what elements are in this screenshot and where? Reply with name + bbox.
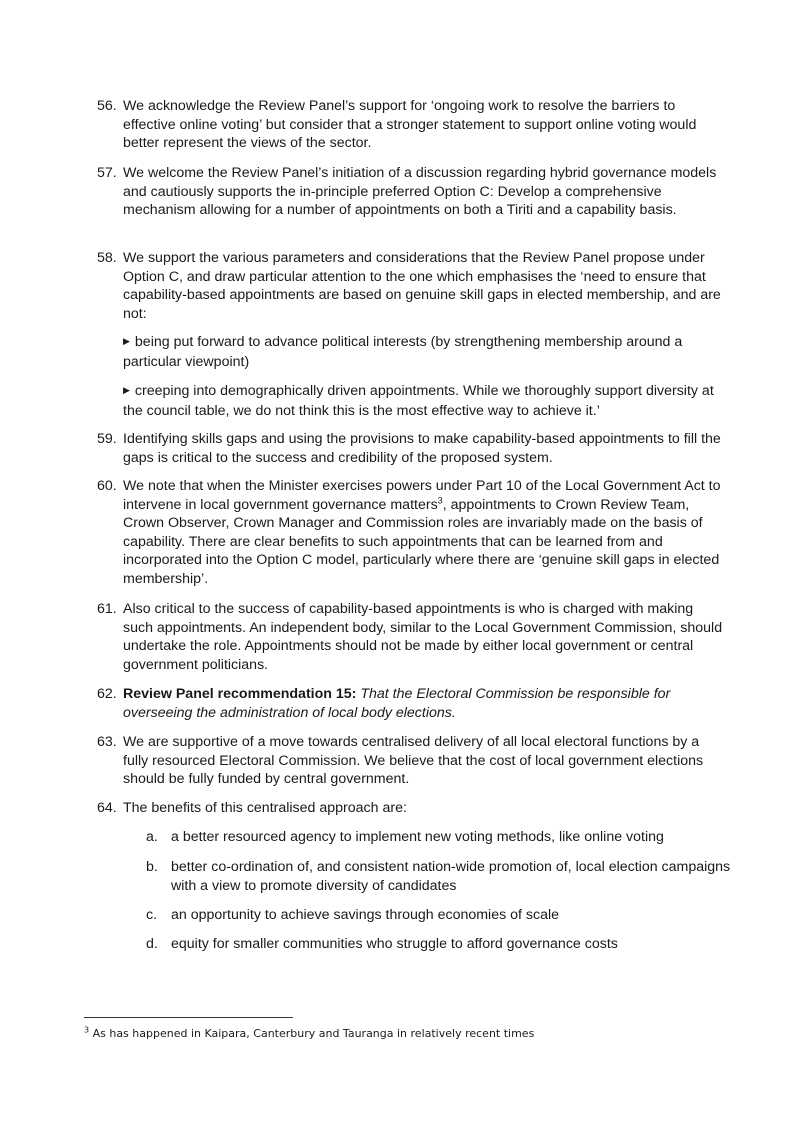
paragraph-text-part: We note that when the Minister exercises powers under Part 10 of the Local Government Act to intervene in local government governance matters — [123, 478, 721, 513]
paragraph-text: The benefits of this centralised approach are: — [123, 800, 407, 816]
footnote-marker: 3 — [84, 1025, 90, 1035]
paragraph-text: We acknowledge the Review Panel’s support for ‘ongoing work to resolve the barriers to effective online voting’ but consider that a stronger statement to support online voting would better represent the views of the sector. — [123, 98, 697, 152]
paragraph-62 — [97, 685, 727, 722]
paragraph-text: We are supportive of a move towards centralised delivery of all local electoral functions by a fully resourced Electoral Commission. We believe that the cost of local government elections should be fully funded by central government. — [123, 734, 704, 788]
bullet-item — [123, 333, 723, 371]
footnote-divider — [84, 1017, 293, 1018]
paragraph-text: Also critical to the success of capability-based appointments is who is charged with making such appointments. An independent body, similar to the Local Government Commission, should undertake the role. Appointments should not be made by either local government or central government politicians. — [123, 601, 723, 673]
paragraph-number: 58. — [97, 250, 117, 266]
list-text: a better resourced agency to implement new voting methods, like online voting — [171, 829, 664, 845]
recommendation-heading: Review Panel recommendation 15: — [123, 686, 357, 702]
bullet-text: creeping into demographically driven appointments. While we thoroughly support diversity at the council table, we do not think this is the most effective way to achieve it.’ — [123, 383, 714, 419]
paragraph-text: Identifying skills gaps and using the provisions to make capability-based appointments to fill the gaps is critical to the success and credibility of the proposed system. — [123, 431, 721, 466]
recommendation-text: That the Electoral Commission be responsible for overseeing the administration of local body elections. — [123, 686, 671, 721]
list-item-d — [146, 935, 736, 954]
list-text: better co-ordination of, and consistent nation-wide promotion of, local election campaigns with a view to promote diversity of candidates — [171, 859, 731, 894]
list-text: an opportunity to achieve savings through economies of scale — [171, 907, 560, 923]
list-letter: d. — [146, 936, 158, 952]
paragraph-text: We support the various parameters and considerations that the Review Panel propose under Option C, and draw particular attention to the one which emphasises the ‘need to ensure that capability-based appointments are based on genuine skill gaps in elected membership, and are not: — [123, 250, 721, 322]
paragraph-56 — [97, 97, 727, 153]
bullet-item — [123, 382, 723, 420]
paragraph-58 — [97, 249, 727, 323]
triangle-bullet-icon: ▶ — [123, 336, 130, 346]
list-letter: a. — [146, 829, 158, 845]
paragraph-number: 60. — [97, 478, 117, 494]
paragraph-number: 63. — [97, 734, 117, 750]
paragraph-number: 64. — [97, 800, 117, 816]
list-letter: b. — [146, 859, 158, 875]
list-item-a — [146, 828, 736, 847]
list-letter: c. — [146, 907, 158, 923]
footnote — [84, 1027, 534, 1041]
paragraph-number: 59. — [97, 431, 117, 447]
footnote-reference: 3 — [437, 494, 443, 505]
paragraph-text: We welcome the Review Panel’s initiation of a discussion regarding hybrid governance models and cautiously supports the in-principle preferred Option C: Develop a comprehensive mechanism allowing for a number of appointments on both a Tiriti and a capability basis. — [123, 165, 717, 219]
paragraph-text-part: , appointments to Crown Review Team, Crown Observer, Crown Manager and Commission roles are invariably made on the basis of capability. There are clear benefits to such appointments that can be learned from and incorporated into the Option C model, particularly where there are ‘genuine skill gaps in elected membership’. — [123, 496, 720, 587]
list-item-c — [146, 906, 736, 925]
list-item-b — [146, 858, 736, 895]
paragraph-number: 61. — [97, 601, 117, 617]
triangle-bullet-icon: ▶ — [123, 385, 130, 395]
paragraph-61 — [97, 600, 727, 674]
paragraph-64 — [97, 799, 727, 818]
paragraph-60 — [97, 477, 727, 589]
paragraph-number: 56. — [97, 98, 117, 114]
paragraph-text — [123, 685, 727, 722]
paragraph-59 — [97, 430, 727, 467]
paragraph-63 — [97, 733, 727, 789]
paragraph-text — [123, 477, 727, 589]
footnote-text: As has happened in Kaipara, Canterbury and Tauranga in relatively recent times — [89, 1027, 535, 1040]
paragraph-number: 62. — [97, 686, 117, 702]
list-text: equity for smaller communities who struggle to afford governance costs — [171, 936, 618, 952]
bullet-text: being put forward to advance political interests (by strengthening membership around a particular viewpoint) — [123, 334, 683, 370]
paragraph-57 — [97, 164, 727, 220]
paragraph-number: 57. — [97, 165, 117, 181]
